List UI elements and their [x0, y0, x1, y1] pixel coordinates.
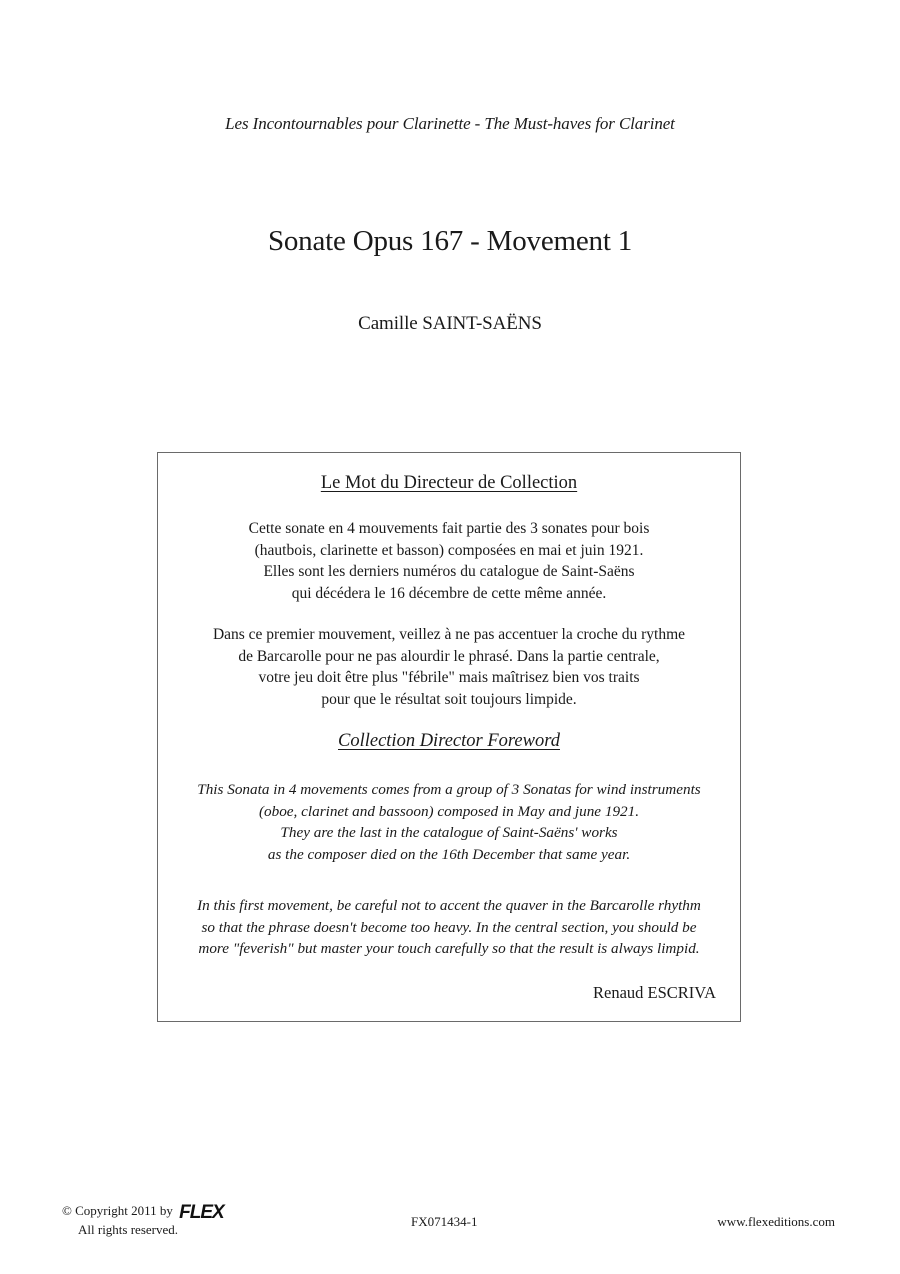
english-foreword-heading: Collection Director Foreword [338, 731, 560, 751]
text-line: Elles sont les derniers numéros du catalogue de Saint-Saëns [263, 563, 635, 580]
copyright-text: © Copyright 2011 by [62, 1203, 173, 1218]
text-line: They are the last in the catalogue of Saint-Saëns' works [280, 824, 618, 841]
text-line: de Barcarolle pour ne pas alourdir le phrasé. Dans la partie centrale, [238, 647, 660, 665]
text-line: so that the phrase doesn't become too heavy. In the central section, you should be [201, 918, 697, 936]
signature: Renaud ESCRIVA [593, 983, 716, 1002]
composer-name: Camille SAINT-SAËNS [358, 313, 542, 334]
catalog-code: FX071434-1 [411, 1214, 478, 1229]
series-title: Les Incontournables pour Clarinette - The Must-haves for Clarinet [225, 114, 675, 133]
english-paragraph-2 [158, 895, 740, 960]
english-paragraph-1 [158, 779, 740, 865]
text-line: Cette sonate en 4 mouvements fait partie des 3 sonates pour bois [248, 520, 650, 537]
piece-title: Sonate Opus 167 - Movement 1 [267, 225, 633, 257]
text-line: more "feverish" but master your touch carefully so that the result is always limpid. [198, 940, 700, 957]
text-line: qui décédera le 16 décembre de cette même année. [291, 584, 607, 602]
text-line: Dans ce premier mouvement, veillez à ne pas accentuer la croche du rythme [212, 626, 686, 643]
foreword-box [157, 452, 741, 1022]
publisher-website: www.flexeditions.com [717, 1214, 835, 1229]
rights-text: All rights reserved. [78, 1222, 179, 1237]
text-line: pour que le résultat soit toujours limpide. [321, 690, 577, 708]
text-line: (hautbois, clarinette et basson) composées en mai et juin 1921. [254, 541, 644, 559]
copyright-notice [62, 1202, 224, 1238]
text-line: This Sonata in 4 movements comes from a group of 3 Sonatas for wind instruments [197, 781, 701, 798]
text-line: In this first movement, be careful not to accent the quaver in the Barcarolle rhythm [197, 897, 701, 914]
french-foreword-heading: Le Mot du Directeur de Collection [320, 473, 578, 493]
publisher-logo: FLEX [179, 1202, 224, 1223]
text-line: votre jeu doit être plus "fébrile" mais maîtrisez bien vos traits [258, 669, 640, 686]
text-line: as the composer died on the 16th December that same year. [267, 845, 631, 863]
text-line: (oboe, clarinet and bassoon) composed in May and june 1921. [258, 802, 640, 820]
french-paragraph-1 [158, 518, 740, 604]
french-paragraph-2 [158, 624, 740, 710]
